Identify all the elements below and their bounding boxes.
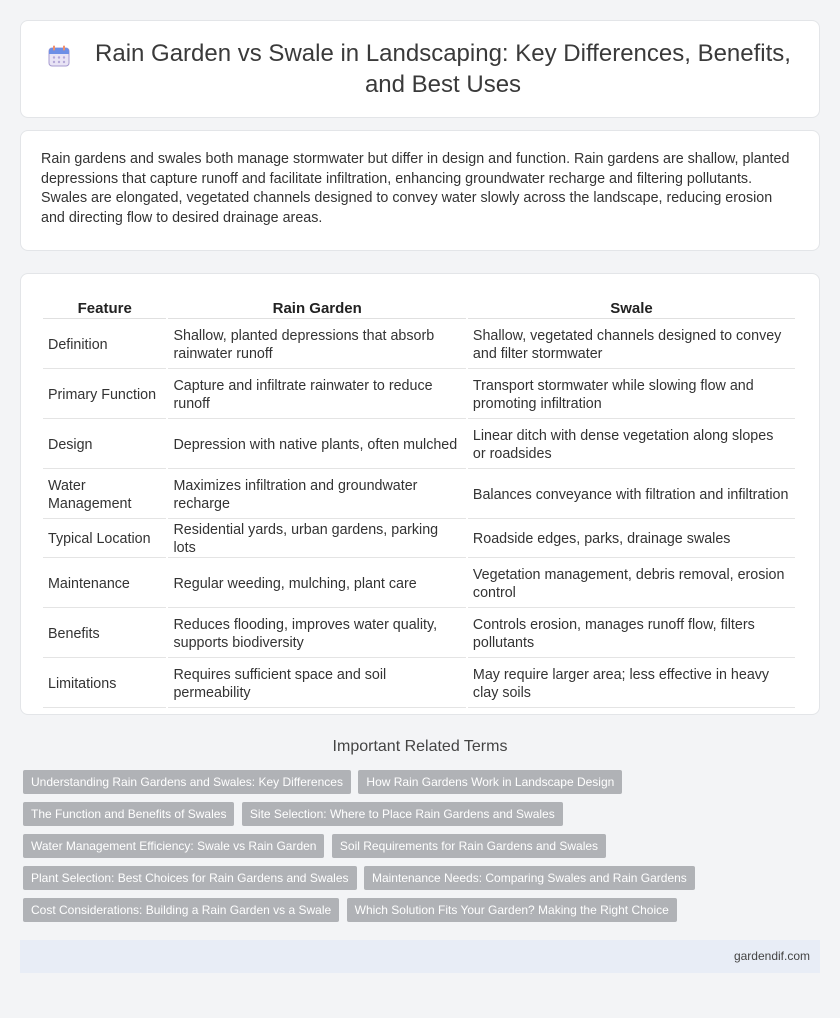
rain-garden-cell: Requires sufficient space and soil permeability (168, 660, 465, 708)
related-terms-list (23, 770, 723, 930)
feature-cell: Water Management (43, 471, 166, 519)
table-row (43, 471, 795, 519)
footer (20, 940, 820, 973)
title-wrap (47, 38, 793, 100)
related-term-link[interactable]: How Rain Gardens Work in Landscape Design (358, 770, 622, 794)
header-swale: Swale (468, 298, 795, 319)
related-term-link[interactable]: Site Selection: Where to Place Rain Gardens and Swales (242, 802, 563, 826)
feature-cell: Limitations (43, 660, 166, 708)
swale-cell: Controls erosion, manages runoff flow, filters pollutants (468, 610, 795, 658)
header-rain-garden: Rain Garden (168, 298, 465, 319)
feature-cell: Maintenance (43, 560, 166, 608)
related-term-link[interactable]: Plant Selection: Best Choices for Rain Gardens and Swales (23, 866, 357, 890)
intro-card (20, 130, 820, 251)
related-term-link[interactable]: Maintenance Needs: Comparing Swales and Rain Gardens (364, 866, 695, 890)
intro-paragraph: Rain gardens and swales both manage stormwater but differ in design and function. Rain gardens are shallow, planted depressions that capture runoff and facilitate infiltration, enhancing groundwater recharge and filtering pollutants. Swales are elongated, vegetated channels designed to convey water slowly across the landscape, reducing erosion and directing flow to desired drainage areas. (41, 151, 790, 226)
title-card (20, 20, 820, 118)
related-term-link[interactable]: Which Solution Fits Your Garden? Making the Right Choice (347, 898, 677, 922)
table-row (43, 610, 795, 658)
feature-cell: Benefits (43, 610, 166, 658)
related-term-link[interactable]: Soil Requirements for Rain Gardens and Swales (332, 834, 606, 858)
feature-cell: Definition (43, 321, 166, 369)
comparison-table (41, 296, 797, 710)
rain-garden-cell: Shallow, planted depressions that absorb rainwater runoff (168, 321, 465, 369)
calendar-icon (47, 44, 71, 68)
swale-cell: May require larger area; less effective in heavy clay soils (468, 660, 795, 708)
feature-cell: Design (43, 421, 166, 469)
table-row (43, 321, 795, 369)
feature-cell: Typical Location (43, 521, 166, 558)
page-title: Rain Garden vs Swale in Landscaping: Key Differences, Benefits, and Best Uses (95, 40, 791, 98)
rain-garden-cell: Capture and infiltrate rainwater to reduce runoff (168, 371, 465, 419)
swale-cell: Transport stormwater while slowing flow and promoting infiltration (468, 371, 795, 419)
rain-garden-cell: Reduces flooding, improves water quality, supports biodiversity (168, 610, 465, 658)
table-header-row (43, 298, 795, 319)
table-row (43, 371, 795, 419)
feature-cell: Primary Function (43, 371, 166, 419)
comparison-table-card (20, 273, 820, 715)
swale-cell: Balances conveyance with filtration and infiltration (468, 471, 795, 519)
rain-garden-cell: Depression with native plants, often mulched (168, 421, 465, 469)
header-feature: Feature (43, 298, 166, 319)
table-row (43, 560, 795, 608)
rain-garden-cell: Maximizes infiltration and groundwater recharge (168, 471, 465, 519)
related-term-link[interactable]: The Function and Benefits of Swales (23, 802, 234, 826)
rain-garden-cell: Regular weeding, mulching, plant care (168, 560, 465, 608)
swale-cell: Linear ditch with dense vegetation along slopes or roadsides (468, 421, 795, 469)
related-terms-title: Important Related Terms (332, 738, 508, 755)
swale-cell: Vegetation management, debris removal, erosion control (468, 560, 795, 608)
table-row (43, 660, 795, 708)
related-term-link[interactable]: Understanding Rain Gardens and Swales: Key Differences (23, 770, 351, 794)
swale-cell: Roadside edges, parks, drainage swales (468, 521, 795, 558)
related-term-link[interactable]: Water Management Efficiency: Swale vs Rain Garden (23, 834, 324, 858)
related-term-link[interactable]: Cost Considerations: Building a Rain Garden vs a Swale (23, 898, 339, 922)
footer-site-link[interactable]: gardendif.com (733, 949, 810, 963)
table-row (43, 521, 795, 558)
table-row (43, 421, 795, 469)
rain-garden-cell: Residential yards, urban gardens, parking lots (168, 521, 465, 558)
swale-cell: Shallow, vegetated channels designed to convey and filter stormwater (468, 321, 795, 369)
